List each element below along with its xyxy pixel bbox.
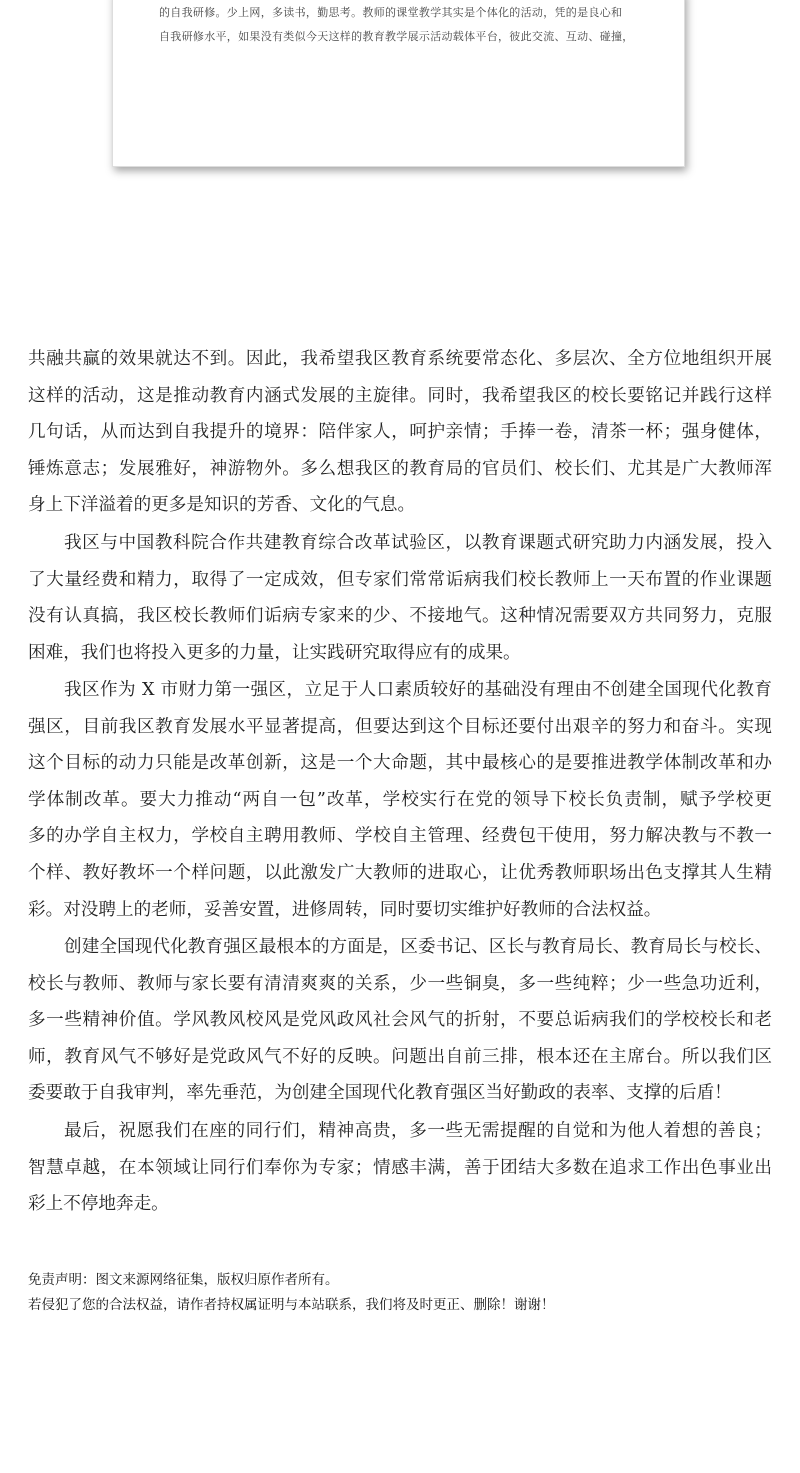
paragraph-line: 几句话，从而达到自我提升的境界：陪伴家人，呵护亲情；手捧一卷，清茶一杯；强身健体， [28,422,772,443]
paragraph-line: 委要敢于自我审判，率先垂范，为创建全国现代化教育强区当好勤政的表率、支撑的后盾！ [28,1083,732,1104]
paragraph-line: 多一些精神价值。学风教风校风是党风政风社会风气的折射，不要总诟病我们的学校校长和老 [28,1010,772,1031]
document-preview-card [112,0,685,167]
card-text-line: 自我研修水平，如果没有类似今天这样的教育教学展示活动载体平台，彼此交流、互动、碰撞， [159,30,634,43]
paragraph-line: 强区，目前我区教育发展水平显著提高，但要达到这个目标还要付出艰辛的努力和奋斗。实现 [28,716,772,737]
paragraph-line: 校长与教师、教师与家长要有清清爽爽的关系，少一些铜臭，多一些纯粹；少一些急功近利， [28,973,772,994]
paragraph [28,525,772,671]
card-text-line: 的自我研修。少上网，多读书，勤思考。教师的课堂教学其实是个体化的活动，凭的是良心和 [159,6,623,19]
paragraph-line: 创建全国现代化教育强区最根本的方面是，区委书记、区长与教育局长、教育局长与校长、 [64,937,772,957]
paragraph-line: 身上下洋溢着的更多是知识的芳香、文化的气息。 [28,495,416,516]
paragraph-line: 锤炼意志；发展雅好，神游物外。多么想我区的教育局的官员们、校长们、尤其是广大教师浑 [28,458,772,479]
paragraph [28,929,772,1112]
disclaimer-line-2: 若侵犯了您的合法权益，请作者持权属证明与本站联系，我们将及时更正、删除！谢谢！ [28,1297,555,1313]
paragraph-line: 共融共赢的效果就达不到。因此，我希望我区教育系统要常态化、多层次、全方位地组织开展 [28,349,772,369]
paragraph-line: 学体制改革。要大力推动“两自一包”改革，学校实行在党的领导下校长负责制，赋予学校更 [28,789,772,810]
paragraph-line: 困难，我们也将投入更多的力量，让实践研究取得应有的成果。 [28,642,521,663]
paragraph [28,672,772,928]
paragraph-line: 最后，祝愿我们在座的同行们，精神高贵，多一些无需提醒的自觉和为他人着想的善良； [64,1121,772,1141]
paragraph-line: 没有认真搞，我区校长教师们诟病专家来的少、不接地气。这种情况需要双方共同努力，克服 [28,606,772,627]
paragraph-line: 我区与中国教科院合作共建教育综合改革试验区，以教育课题式研究助力内涵发展，投入 [64,533,772,553]
paragraph-line: 智慧卓越，在本领域让同行们奉你为专家；情感丰满，善于团结大多数在追求工作出色事业出 [28,1157,772,1178]
paragraph-line: 这个目标的动力只能是改革创新，这是一个大命题，其中最核心的是要推进教学体制改革和办 [28,753,772,774]
paragraph-line: 彩。对没聘上的老师，妥善安置，进修周转，同时要切实维护好教师的合法权益。 [28,899,662,920]
paragraph-line: 师，教育风气不够好是党政风气不好的反映。问题出自前三排，根本还在主席台。所以我们区 [28,1046,772,1067]
paragraph-line: 了大量经费和精力，取得了一定成效，但专家们常常诟病我们校长教师上一天布置的作业课题 [28,569,772,590]
paragraph-line: 多的办学自主权力，学校自主聘用教师、学校自主管理、经费包干使用，努力解决教与不教一 [28,826,772,847]
disclaimer-line-1: 免责声明：图文来源网络征集，版权归原作者所有。 [28,1272,339,1288]
paragraph [28,1113,772,1223]
paragraph-line: 彩上不停地奔走。 [28,1194,169,1215]
paragraph-line: 我区作为 X 市财力第一强区，立足于人口素质较好的基础没有理由不创建全国现代化教育 [64,680,772,700]
paragraph [28,341,772,524]
paragraph-line: 个样、教好教坏一个样问题，以此激发广大教师的进取心，让优秀教师职场出色支撑其人生精 [28,862,772,883]
paragraph-line: 这样的活动，这是推动教育内涵式发展的主旋律。同时，我希望我区的校长要铭记并践行这样 [28,385,772,406]
